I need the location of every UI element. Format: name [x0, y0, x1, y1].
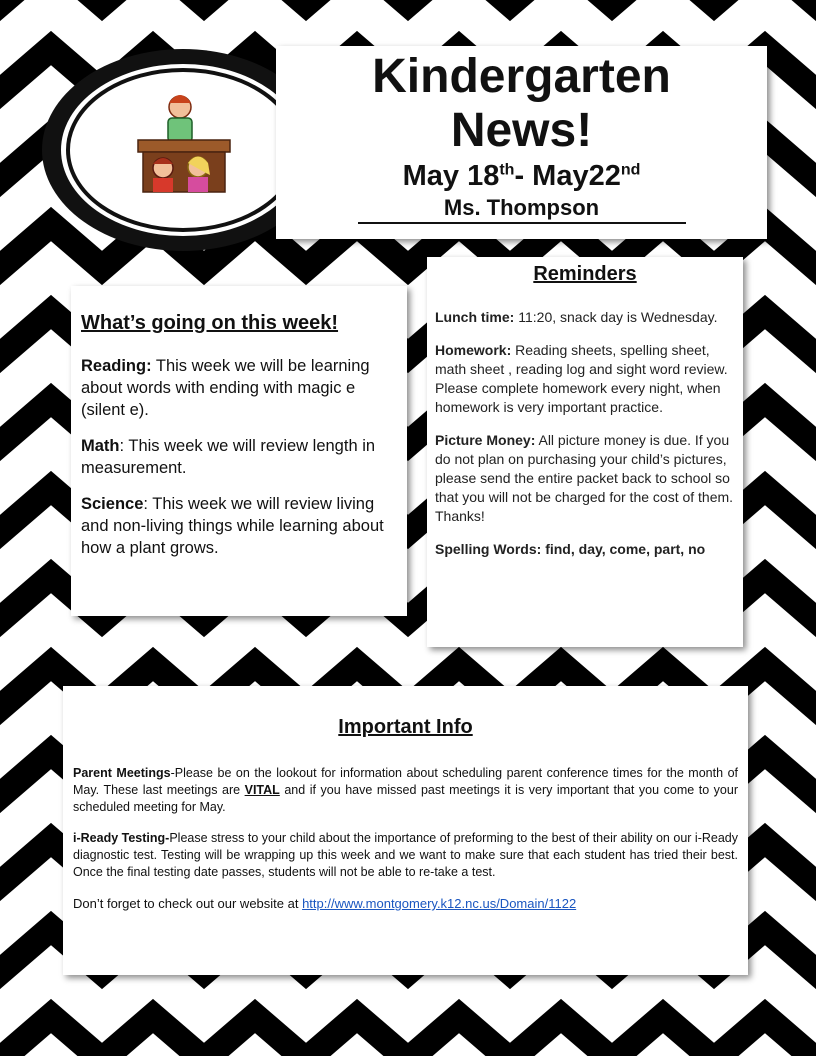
- picture-money-item: [435, 431, 735, 526]
- math-item: [81, 435, 397, 479]
- iready-label: i-Ready Testing-: [73, 831, 170, 845]
- parent-meetings-text-b: and if you have missed past meetings it is very important that you come to your scheduled meeting for May.: [73, 783, 739, 814]
- reading-item: [81, 355, 397, 421]
- parent-meetings-label: Parent Meetings: [73, 766, 171, 780]
- science-item: [81, 493, 397, 559]
- picture-money-text: All picture money is due. If you do not plan on purchasing your child’s pictures, please send the entire packet back to school so that you will not be charged for the cost of them. Thanks!: [435, 432, 734, 524]
- homework-item: [435, 341, 735, 417]
- teacher-name: Ms. Thompson: [358, 195, 686, 224]
- website-link[interactable]: http://www.montgomery.k12.nc.us/Domain/1122: [302, 896, 577, 911]
- important-info-card: [63, 686, 748, 975]
- vital-emphasis: VITAL: [244, 783, 280, 797]
- lunch-label: Lunch time:: [435, 309, 515, 325]
- science-label: Science: [81, 495, 144, 513]
- math-text: : This week we will review length in measurement.: [81, 437, 376, 477]
- chevron-stripe: [0, 0, 816, 4]
- reminders-card: [427, 257, 743, 647]
- title-line-1: Kindergarten: [372, 50, 671, 103]
- iready-text: Please stress to your child about the importance of preforming to the best of their ability on our i-Ready diagnostic test. Testing will be wrapping up this week and we want to make sure that each student has tried their best. Once the final testing date passes, students will not be able to re-take a test.: [73, 831, 738, 879]
- lunch-item: [435, 308, 735, 327]
- spelling-item: [435, 540, 735, 559]
- title-line-2: News!: [450, 104, 593, 157]
- parent-meetings-paragraph: [73, 765, 738, 816]
- date-start: May 18: [402, 160, 500, 192]
- homework-text: Reading sheets, spelling sheet, math sheet , reading log and sight word review. Please complete homework every night, when homework is very important practice.: [435, 342, 728, 415]
- reading-text: This week we will be learning about words with ending with magic e (silent e).: [81, 357, 370, 419]
- science-text: : This week we will review living and non-living things while learning about how a plant grows.: [81, 495, 384, 557]
- reminders-heading: Reminders: [533, 263, 637, 285]
- lunch-text: 11:20, snack day is Wednesday.: [514, 309, 718, 325]
- math-label: Math: [81, 437, 120, 455]
- this-week-heading: What’s going on this week!: [81, 312, 339, 334]
- date-end: - May22: [514, 160, 621, 192]
- title-card: [276, 46, 767, 239]
- important-info-heading: Important Info: [338, 716, 473, 738]
- date-range: [276, 160, 767, 193]
- website-text: Don’t forget to check out our website at: [73, 896, 303, 911]
- teacher-icon: [168, 95, 192, 142]
- spelling-label: Spelling Words:: [435, 541, 542, 557]
- iready-paragraph: [73, 830, 738, 881]
- website-paragraph: [73, 895, 738, 912]
- spelling-text: find, day, come, part, no: [541, 541, 706, 557]
- date-end-suffix: nd: [620, 161, 641, 179]
- date-start-suffix: th: [499, 161, 515, 179]
- chevron-stripe: [0, 1016, 816, 1056]
- reading-label: Reading:: [81, 357, 152, 375]
- parent-meetings-text-a: -Please be on the lookout for information about scheduling parent conference times for the month of May. These last meetings are: [73, 766, 738, 797]
- homework-label: Homework:: [435, 342, 512, 358]
- this-week-card: [71, 286, 407, 616]
- picture-money-label: Picture Money:: [435, 432, 536, 448]
